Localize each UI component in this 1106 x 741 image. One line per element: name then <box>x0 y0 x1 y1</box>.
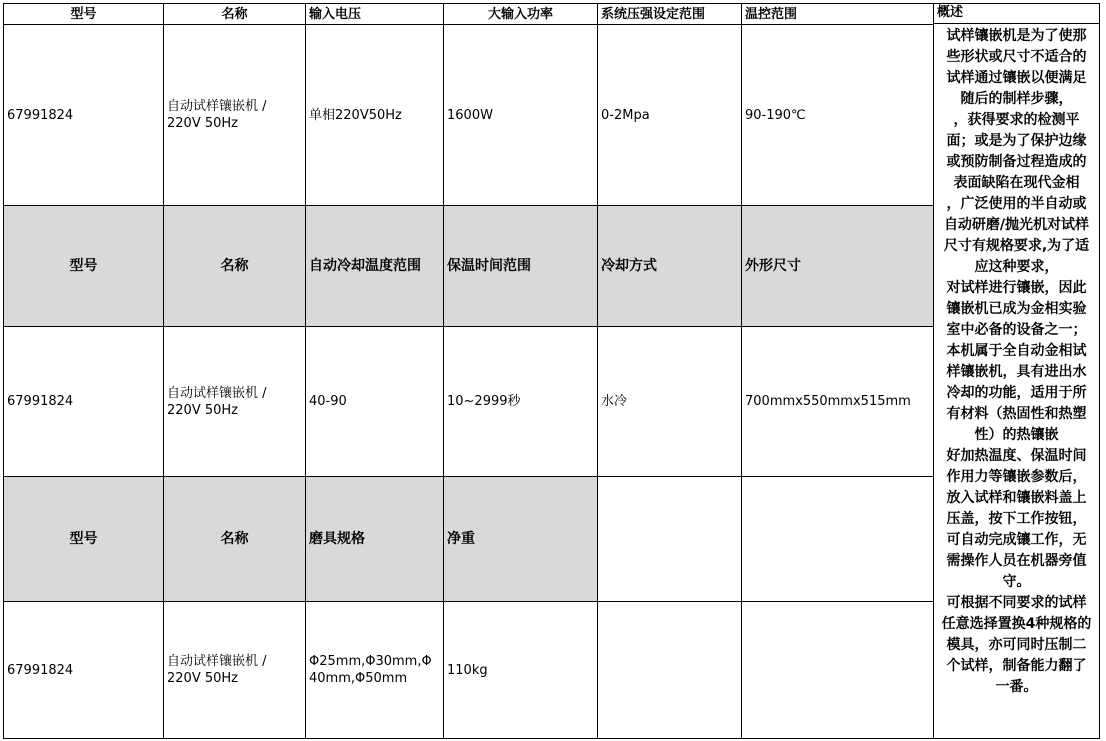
row2-hold-time: 10~2999秒 <box>444 327 598 477</box>
description-line: 一番。 <box>995 679 1038 695</box>
header-voltage: 输入电压 <box>306 4 444 25</box>
header2-dimensions: 外形尺寸 <box>742 206 934 327</box>
row2-cooling-method: 水冷 <box>598 327 742 477</box>
row3-mold-spec-line1: Φ25mm,Φ30mm,Φ <box>309 654 432 669</box>
empty-cell <box>598 477 742 602</box>
row1-model: 67991824 <box>4 25 164 206</box>
description-line: 面；或是为了保护边缘 <box>946 133 1087 149</box>
description-line: 试样镶嵌机是为了使那 <box>946 28 1087 44</box>
row2-name-line2: 220V 50Hz <box>167 402 238 418</box>
description-line: 镶嵌机已成为金相实验 <box>946 301 1087 317</box>
description-line: 可自动完成镶工作，无 <box>946 532 1087 548</box>
row3-net-weight: 110kg <box>444 602 598 739</box>
description-line: 任意选择置换4种规格的 <box>941 616 1092 632</box>
row3-name <box>164 602 306 739</box>
row2-dimensions: 700mmx550mmx515mm <box>742 327 934 477</box>
empty-cell <box>598 602 742 739</box>
description-line: 应这种要求， <box>974 259 1059 275</box>
description-text <box>936 26 1097 698</box>
row2-cooling-temp: 40-90 <box>306 327 444 477</box>
header2-cooling-method: 冷却方式 <box>598 206 742 327</box>
description-line: 模具，亦可同时压制二 <box>946 637 1087 653</box>
row3-model: 67991824 <box>4 602 164 739</box>
description-cell <box>934 4 1100 739</box>
description-line: 需操作人员在机器旁值 <box>946 553 1087 569</box>
description-line: ，广泛使用的半自动或 <box>946 196 1087 212</box>
header3-net-weight: 净重 <box>444 477 598 602</box>
row3-name-line2: 220V 50Hz <box>167 671 238 686</box>
description-line: 个试样，制备能力翻了 <box>946 658 1087 674</box>
header2-name: 名称 <box>164 206 306 327</box>
description-line: 守。 <box>1002 574 1031 590</box>
description-line: 有材料（热固性和热塑 <box>946 406 1087 422</box>
description-line: 作用力等镶嵌参数后， <box>946 469 1087 485</box>
row2-name-line1: 自动试样镶嵌机 / <box>167 385 267 401</box>
row1-name-line2: 220V 50Hz <box>167 116 238 131</box>
description-line: 对试样进行镶嵌，因此 <box>946 280 1087 296</box>
description-line: 或预防制备过程造成的 <box>946 154 1087 170</box>
header-pressure: 系统压强设定范围 <box>598 4 742 25</box>
row1-name-line1: 自动试样镶嵌机 / <box>167 99 267 114</box>
header3-name: 名称 <box>164 477 306 602</box>
header-description: 概述 <box>934 4 1099 24</box>
description-line: ，获得要求的检测平 <box>953 112 1080 128</box>
header-power: 大输入功率 <box>444 4 598 25</box>
empty-cell <box>742 477 934 602</box>
description-line: 尺寸有规格要求,为了适 <box>943 238 1090 254</box>
header2-model: 型号 <box>4 206 164 327</box>
row2-model: 67991824 <box>4 327 164 477</box>
description-line: 自动研磨/抛光机对试样 <box>943 217 1090 233</box>
header2-hold-time: 保温时间范围 <box>444 206 598 327</box>
description-line: 样镶嵌机，具有进出水 <box>946 364 1087 380</box>
header-row-1 <box>4 4 1100 25</box>
description-line: 冷却的功能，适用于所 <box>946 385 1087 401</box>
header2-cooling-temp: 自动冷却温度范围 <box>306 206 444 327</box>
row3-name-line1: 自动试样镶嵌机 / <box>167 654 267 669</box>
row1-pressure: 0-2Mpa <box>598 25 742 206</box>
header3-model: 型号 <box>4 477 164 602</box>
description-line: 表面缺陷在现代金相 <box>953 175 1080 191</box>
header-model: 型号 <box>4 4 164 25</box>
description-line: 些形状或尺寸不适合的 <box>946 49 1087 65</box>
description-line: 试样通过镶嵌以便满足 <box>946 70 1087 86</box>
description-line: 好加热温度、保温时间 <box>946 448 1087 464</box>
row1-temp: 90-190℃ <box>742 25 934 206</box>
description-line: 随后的制样步骤， <box>960 91 1073 107</box>
description-line: 本机属于全自动金相试 <box>946 343 1087 359</box>
row1-name <box>164 25 306 206</box>
spec-sheet <box>3 3 1100 739</box>
row3-mold-spec-line2: 40mm,Φ50mm <box>309 671 408 686</box>
header3-mold-spec: 磨具规格 <box>306 477 444 602</box>
row2-name <box>164 327 306 477</box>
description-line: 性）的热镶嵌 <box>974 427 1059 443</box>
description-line: 压盖，按下工作按钮， <box>946 511 1087 527</box>
description-line: 放入试样和镶嵌料盖上 <box>946 490 1087 506</box>
row3-mold-spec <box>306 602 444 739</box>
empty-cell <box>742 602 934 739</box>
row1-voltage: 单相220V50Hz <box>306 25 444 206</box>
header-temp: 温控范围 <box>742 4 934 25</box>
description-line: 室中必备的设备之一； <box>946 322 1087 338</box>
header-name: 名称 <box>164 4 306 25</box>
row1-power: 1600W <box>444 25 598 206</box>
spec-table <box>3 3 1100 739</box>
description-line: 可根据不同要求的试样 <box>946 595 1087 611</box>
